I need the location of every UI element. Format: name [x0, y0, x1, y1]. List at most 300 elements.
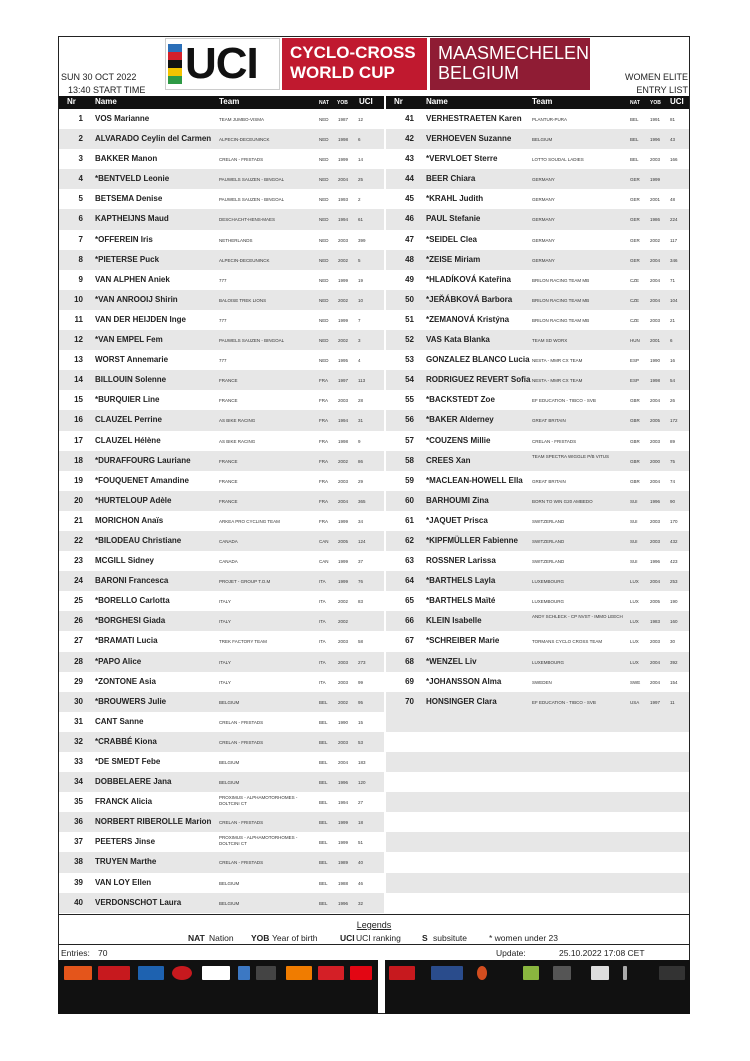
rider-name: GONZALEZ BLANCO Lucia [426, 355, 530, 365]
rider-team: ITALY [219, 659, 231, 665]
rider-number: 62 [405, 535, 414, 545]
table-row [386, 511, 689, 531]
rider-number: 25 [74, 596, 83, 606]
table-body [59, 109, 384, 913]
table-row [59, 893, 384, 913]
rider-team: PAUWELS SAUZEN - BINGOAL [219, 177, 285, 183]
rider-name: CLAUZEL Hélène [95, 435, 161, 445]
rider-name: NORBERT RIBEROLLE Marion [95, 817, 212, 827]
rider-number: 63 [405, 556, 414, 566]
rider-nat: ITA [319, 659, 326, 665]
rider-nat: BEL [319, 840, 328, 846]
rider-yob: 1999 [338, 579, 349, 585]
rider-nat: FRA [319, 478, 328, 484]
rider-uci: 25 [358, 177, 364, 183]
sponsor-logo [64, 966, 92, 980]
table-row [59, 672, 384, 692]
rider-name: VAN DER HEIJDEN Inge [95, 314, 186, 324]
table-row [386, 129, 689, 149]
rider-team: LUXEMBOURG [532, 659, 565, 665]
rider-team: PLANTUR-PURA [532, 117, 568, 122]
table-row [59, 350, 384, 370]
rider-number: 4 [78, 174, 83, 184]
race-category: WOMEN ELITE [624, 72, 688, 82]
rider-yob: 1999 [338, 157, 349, 163]
legend-nat-val: Nation [209, 933, 234, 943]
update-label: Update: [496, 948, 526, 958]
rider-team: EF EDUCATION - TIBCO - SVB [532, 398, 596, 404]
rider-yob: 2003 [338, 659, 349, 665]
rider-uci: 48 [670, 197, 676, 203]
rider-uci: 74 [670, 478, 676, 484]
rider-name: MCGILL Sidney [95, 556, 154, 566]
sponsor-logo [98, 966, 130, 980]
rider-uci: 61 [358, 217, 364, 223]
rider-nat: GBR [630, 458, 640, 464]
rider-uci: 12 [358, 117, 364, 122]
table-row [59, 551, 384, 571]
rider-nat: SUI [630, 518, 638, 524]
legend-title: Legends [356, 920, 392, 930]
rider-team: GERMANY [532, 217, 555, 223]
rider-uci: 86 [358, 458, 364, 464]
rider-name: ALVARADO Ceylin del Carmen [95, 134, 212, 144]
table-row [59, 290, 384, 310]
rider-nat: LUX [630, 639, 639, 645]
table-row [59, 310, 384, 330]
rider-team: CRELAN - FRISTADS [219, 719, 264, 725]
rider-name: VAN LOY Ellen [95, 877, 152, 887]
table-row [59, 471, 384, 491]
rider-nat: GER [630, 177, 640, 183]
table-row [59, 451, 384, 471]
rider-yob: 2004 [650, 297, 661, 303]
rider-uci: 11 [670, 699, 675, 705]
rider-team: BRILON RACING TEAM MB [532, 317, 590, 323]
sponsor-logo [477, 966, 487, 980]
rider-yob: 1988 [338, 880, 349, 886]
rider-uci: 43 [670, 137, 676, 143]
rider-uci: 53 [358, 739, 364, 745]
rider-yob: 2003 [338, 739, 349, 745]
rider-uci: 19 [358, 277, 364, 283]
table-row [59, 652, 384, 672]
event-title-line1: CYCLO-CROSS [290, 43, 416, 62]
rider-uci: 432 [670, 538, 678, 544]
sponsor-logo [431, 966, 463, 980]
rider-name: *BAKER Alderney [426, 415, 494, 425]
rider-uci: 10 [358, 297, 364, 303]
rider-team: ANDY SCHLECK - CP NVST - IMMO LEECH [532, 614, 623, 620]
rider-number: 13 [74, 355, 83, 365]
start-time: 13:40 START TIME [68, 85, 146, 95]
rider-nat: CZE [630, 297, 639, 303]
rider-yob: 1990 [338, 719, 349, 725]
legend-s-val: subsitute [433, 933, 468, 943]
rider-name: *HLADÍKOVÁ Kateřina [426, 274, 511, 284]
rider-nat: NED [319, 297, 329, 303]
rider-team: ITALY [219, 599, 231, 605]
rider-team: BELGIUM [219, 900, 240, 906]
rider-team: BALOISE TREK LIONS [219, 297, 267, 303]
rider-number: 12 [74, 335, 83, 345]
rider-yob: 2004 [650, 478, 661, 484]
rider-number: 64 [405, 576, 414, 586]
rider-number: 50 [405, 294, 414, 304]
legend [58, 914, 690, 944]
rider-nat: FRA [319, 458, 328, 464]
table-row [386, 451, 689, 471]
rider-yob: 2004 [650, 257, 661, 263]
table-row [386, 250, 689, 270]
rider-name: *BILODEAU Christiane [95, 535, 182, 545]
rider-nat: ITA [319, 619, 326, 625]
table-row [59, 511, 384, 531]
rider-yob: 1999 [338, 317, 349, 323]
rider-nat: ITA [319, 599, 326, 605]
rider-nat: FRA [319, 418, 328, 424]
col-name-header: Name [95, 97, 117, 106]
rider-nat: FRA [319, 398, 328, 404]
rider-team: PAUWELS SAUZEN - BINGOAL [219, 197, 285, 203]
rider-nat: NED [319, 317, 329, 323]
table-row [59, 169, 384, 189]
rider-number: 31 [74, 716, 83, 726]
rider-name: *WENZEL Liv [426, 656, 477, 666]
rider-uci: 75 [670, 458, 676, 464]
rider-uci: 28 [358, 398, 364, 404]
rider-yob: 2003 [650, 518, 661, 524]
rider-yob: 1998 [650, 378, 661, 384]
footer [58, 944, 690, 959]
rider-team: BELGIUM [219, 880, 240, 886]
rider-number: 45 [405, 194, 414, 204]
rider-nat: CZE [630, 277, 639, 283]
rider-yob: 1999 [338, 820, 349, 826]
rider-nat: NED [319, 217, 329, 223]
table-row [59, 431, 384, 451]
rider-team: 777 [219, 277, 227, 283]
rider-number: 35 [74, 797, 83, 807]
rider-yob: 1997 [338, 378, 349, 384]
rider-number: 68 [405, 656, 414, 666]
legend-uci-key: UCI [340, 933, 355, 943]
rider-team: GERMANY [532, 237, 555, 243]
entries-label: Entries: [61, 948, 90, 958]
venue-box [430, 38, 590, 90]
rider-team: TEAM SD WORX [532, 338, 568, 344]
rider-team: ARKEA PRO CYCLING TEAM [219, 518, 280, 524]
table-row [386, 169, 689, 189]
rider-number: 54 [405, 375, 414, 385]
rider-number: 3 [78, 154, 83, 164]
rider-yob: 1994 [338, 800, 349, 806]
rider-number: 51 [405, 314, 414, 324]
table-row [59, 390, 384, 410]
rider-uci: 224 [670, 217, 678, 223]
rider-nat: NED [319, 197, 329, 203]
rider-name: TRUYEN Marthe [95, 857, 157, 867]
table-row [386, 591, 689, 611]
rider-team: BRILON RACING TEAM MB [532, 277, 590, 283]
rider-name: RODRIGUEZ REVERT Sofia [426, 375, 531, 385]
rider-team: EF EDUCATION - TIBCO - SVB [532, 699, 596, 705]
rider-uci: 273 [358, 659, 366, 665]
rider-name: *PAPO Alice [95, 656, 142, 666]
rider-name: *ZONTONE Asia [95, 676, 156, 686]
rider-team: CRELAN - FRISTADS [219, 157, 264, 163]
rider-name: *DURAFFOURG Lauriane [95, 455, 191, 465]
sponsor-logo [286, 966, 312, 980]
rider-yob: 2002 [338, 599, 349, 605]
rider-team: SWITZERLAND [532, 559, 565, 565]
rider-number: 7 [78, 234, 83, 244]
col-yob-header: YOB [650, 100, 661, 106]
rider-number: 49 [405, 274, 414, 284]
rider-team: AS BIKE RACING [219, 418, 256, 424]
entry-table-left [59, 96, 384, 913]
rider-team: CANADA [219, 538, 238, 544]
rider-number: 34 [74, 777, 83, 787]
rider-nat: SUI [630, 538, 638, 544]
col-uci-header: UCI [670, 97, 684, 106]
rider-team: FRANCE [219, 398, 238, 404]
rider-number: 60 [405, 495, 414, 505]
rider-yob: 2003 [338, 679, 349, 685]
rider-name: *SEIDEL Clea [426, 234, 477, 244]
rider-uci: 32 [358, 900, 364, 906]
rider-uci: 392 [670, 659, 678, 665]
table-row [59, 370, 384, 390]
rider-yob: 2005 [338, 538, 349, 544]
rider-team: PROJET - GROUP T.O.M [219, 579, 271, 585]
rider-nat: CAN [319, 559, 329, 565]
table-row [59, 410, 384, 430]
rider-name: VOS Marianne [95, 114, 150, 123]
rider-yob: 1996 [650, 137, 661, 143]
rider-nat: BEL [319, 739, 328, 745]
rider-nat: USA [630, 699, 640, 705]
rider-number: 37 [74, 837, 83, 847]
list-type: ENTRY LIST [636, 85, 688, 95]
rider-uci: 172 [670, 418, 678, 424]
rider-yob: 2003 [650, 538, 661, 544]
rider-number: 11 [74, 314, 83, 324]
rider-number: 56 [405, 415, 414, 425]
rider-nat: BEL [319, 800, 328, 806]
rider-uci: 40 [358, 860, 364, 866]
rider-nat: GER [630, 197, 640, 203]
col-yob-header: YOB [337, 100, 348, 106]
rider-team: BELGIUM [219, 780, 240, 786]
rider-uci: 104 [670, 297, 678, 303]
rider-nat: BEL [319, 820, 328, 826]
table-row [386, 491, 689, 511]
table-row [59, 230, 384, 250]
rider-uci: 190 [670, 599, 678, 605]
table-row [386, 230, 689, 250]
sponsor-logo [238, 966, 250, 980]
rider-number: 8 [78, 254, 83, 264]
rider-number: 29 [74, 676, 83, 686]
rider-nat: LUX [630, 659, 639, 665]
rider-team: FRANCE [219, 498, 238, 504]
rider-number: 46 [405, 214, 414, 224]
rider-number: 19 [74, 475, 83, 485]
rider-yob: 2002 [338, 458, 349, 464]
col-nat-header: NAT [319, 100, 329, 106]
rider-nat: CAN [319, 538, 329, 544]
rider-uci: 9 [358, 438, 361, 444]
rider-number: 43 [405, 154, 414, 164]
rider-yob: 2004 [338, 760, 349, 765]
rider-name: CREES Xan [426, 455, 471, 465]
rider-nat: BEL [630, 117, 639, 122]
rider-nat: BEL [319, 760, 328, 765]
table-row [386, 712, 689, 732]
rider-uci: 6 [670, 338, 673, 344]
rider-team: CRELAN - FRISTADS [219, 739, 264, 745]
rider-uci: 160 [670, 619, 678, 625]
rider-yob: 2003 [338, 639, 349, 645]
rider-number: 6 [78, 214, 83, 224]
rider-name: *BURQUIER Line [95, 395, 160, 405]
rider-number: 22 [74, 535, 83, 545]
rider-name: *DE SMEDT Febe [95, 757, 161, 766]
rider-nat: GER [630, 237, 640, 243]
rider-uci: 30 [670, 639, 676, 645]
table-row [386, 270, 689, 290]
table-row [386, 792, 689, 812]
table-row [59, 129, 384, 149]
rider-number: 17 [74, 435, 83, 445]
table-row [386, 431, 689, 451]
rider-nat: NED [319, 117, 329, 122]
rider-yob: 1989 [338, 860, 349, 866]
rider-uci: 5 [358, 257, 361, 263]
rider-yob: 2005 [650, 599, 661, 605]
rider-number: 44 [405, 174, 414, 184]
rider-name: *SCHREIBER Marie [426, 636, 500, 646]
table-row [386, 832, 689, 852]
table-row [386, 772, 689, 792]
rider-name: KLEIN Isabelle [426, 616, 482, 626]
rider-yob: 2005 [650, 418, 661, 424]
rider-number: 33 [74, 757, 83, 766]
rider-uci: 34 [358, 518, 364, 524]
entries-count: 70 [98, 948, 108, 958]
rider-number: 40 [74, 897, 83, 907]
rider-team: SWITZERLAND [532, 538, 565, 544]
table-row [386, 310, 689, 330]
rider-uci: 81 [670, 117, 676, 122]
rider-uci: 21 [670, 317, 676, 323]
rider-name: *CRABBÉ Kiona [95, 736, 157, 746]
rider-uci: 365 [358, 498, 366, 504]
rider-yob: 1995 [338, 358, 349, 364]
rider-team: BELGIUM [219, 699, 240, 705]
uci-rainbow-stripes [168, 44, 182, 84]
table-row [386, 631, 689, 651]
rider-nat: NED [319, 157, 329, 163]
rider-nat: GER [630, 217, 640, 223]
table-row [386, 672, 689, 692]
rider-number: 32 [74, 736, 83, 746]
rider-uci: 89 [670, 438, 676, 444]
table-row [59, 189, 384, 209]
sponsor-logo [659, 966, 685, 980]
rider-number: 9 [78, 274, 83, 284]
table-row [386, 531, 689, 551]
rider-number: 57 [405, 435, 414, 445]
rider-nat: NED [319, 137, 329, 143]
sponsor-logo [591, 966, 609, 980]
rider-yob: 1999 [338, 559, 349, 565]
rider-team: NETHERLANDS [219, 237, 253, 243]
rider-uci: 183 [358, 760, 366, 765]
rider-name: BARHOUMI Zina [426, 495, 489, 505]
table-row [59, 330, 384, 350]
sponsor-logo [138, 966, 164, 980]
table-row [59, 531, 384, 551]
table-row [386, 652, 689, 672]
rider-yob: 2003 [650, 157, 661, 163]
rider-nat: BEL [319, 780, 328, 786]
rider-number: 69 [405, 676, 414, 686]
rider-number: 15 [74, 395, 83, 405]
rider-number: 14 [74, 375, 83, 385]
table-row [59, 270, 384, 290]
table-row [59, 812, 384, 832]
rider-number: 27 [74, 636, 83, 646]
rider-name: VERHOEVEN Suzanne [426, 134, 512, 144]
rider-team: DESCHACHT-HENS-MAES [219, 217, 276, 223]
rider-yob: 2004 [338, 177, 349, 183]
rider-name: CLAUZEL Perrine [95, 415, 162, 425]
rider-number: 61 [405, 515, 414, 525]
table-row [386, 330, 689, 350]
rider-name: *BORGHESI Giada [95, 616, 166, 626]
rider-uci: 253 [670, 579, 678, 585]
sponsor-logo [202, 966, 230, 980]
rider-team: CRELAN - FRISTADS [219, 860, 264, 866]
table-row [386, 873, 689, 893]
col-uci-header: UCI [359, 97, 373, 106]
rider-name: *PIETERSE Puck [95, 254, 160, 264]
rider-uci: 71 [670, 277, 676, 283]
rider-number: 18 [74, 455, 83, 465]
rider-team: CRELAN - FRISTADS [219, 820, 264, 826]
rider-nat: GBR [630, 398, 640, 404]
rider-nat: HUN [630, 338, 640, 344]
rider-uci: 6 [358, 137, 361, 143]
rider-number: 52 [405, 335, 414, 345]
rider-number: 59 [405, 475, 414, 485]
rider-team: TORMANS CYCLO CROSS TEAM [532, 639, 603, 645]
table-row [59, 491, 384, 511]
rider-nat: BEL [319, 699, 328, 705]
rider-name: *VAN ANROOIJ Shirin [95, 294, 178, 304]
rider-nat: NED [319, 277, 329, 283]
rider-team: BELGIUM [532, 137, 553, 143]
table-row [386, 752, 689, 772]
rider-team: ITALY [219, 679, 231, 685]
sponsor-logo [623, 966, 627, 980]
rider-uci: 90 [670, 498, 676, 504]
rider-yob: 1997 [650, 699, 661, 705]
rider-uci: 2 [358, 197, 361, 203]
rider-team: BRILON RACING TEAM MB [532, 297, 590, 303]
